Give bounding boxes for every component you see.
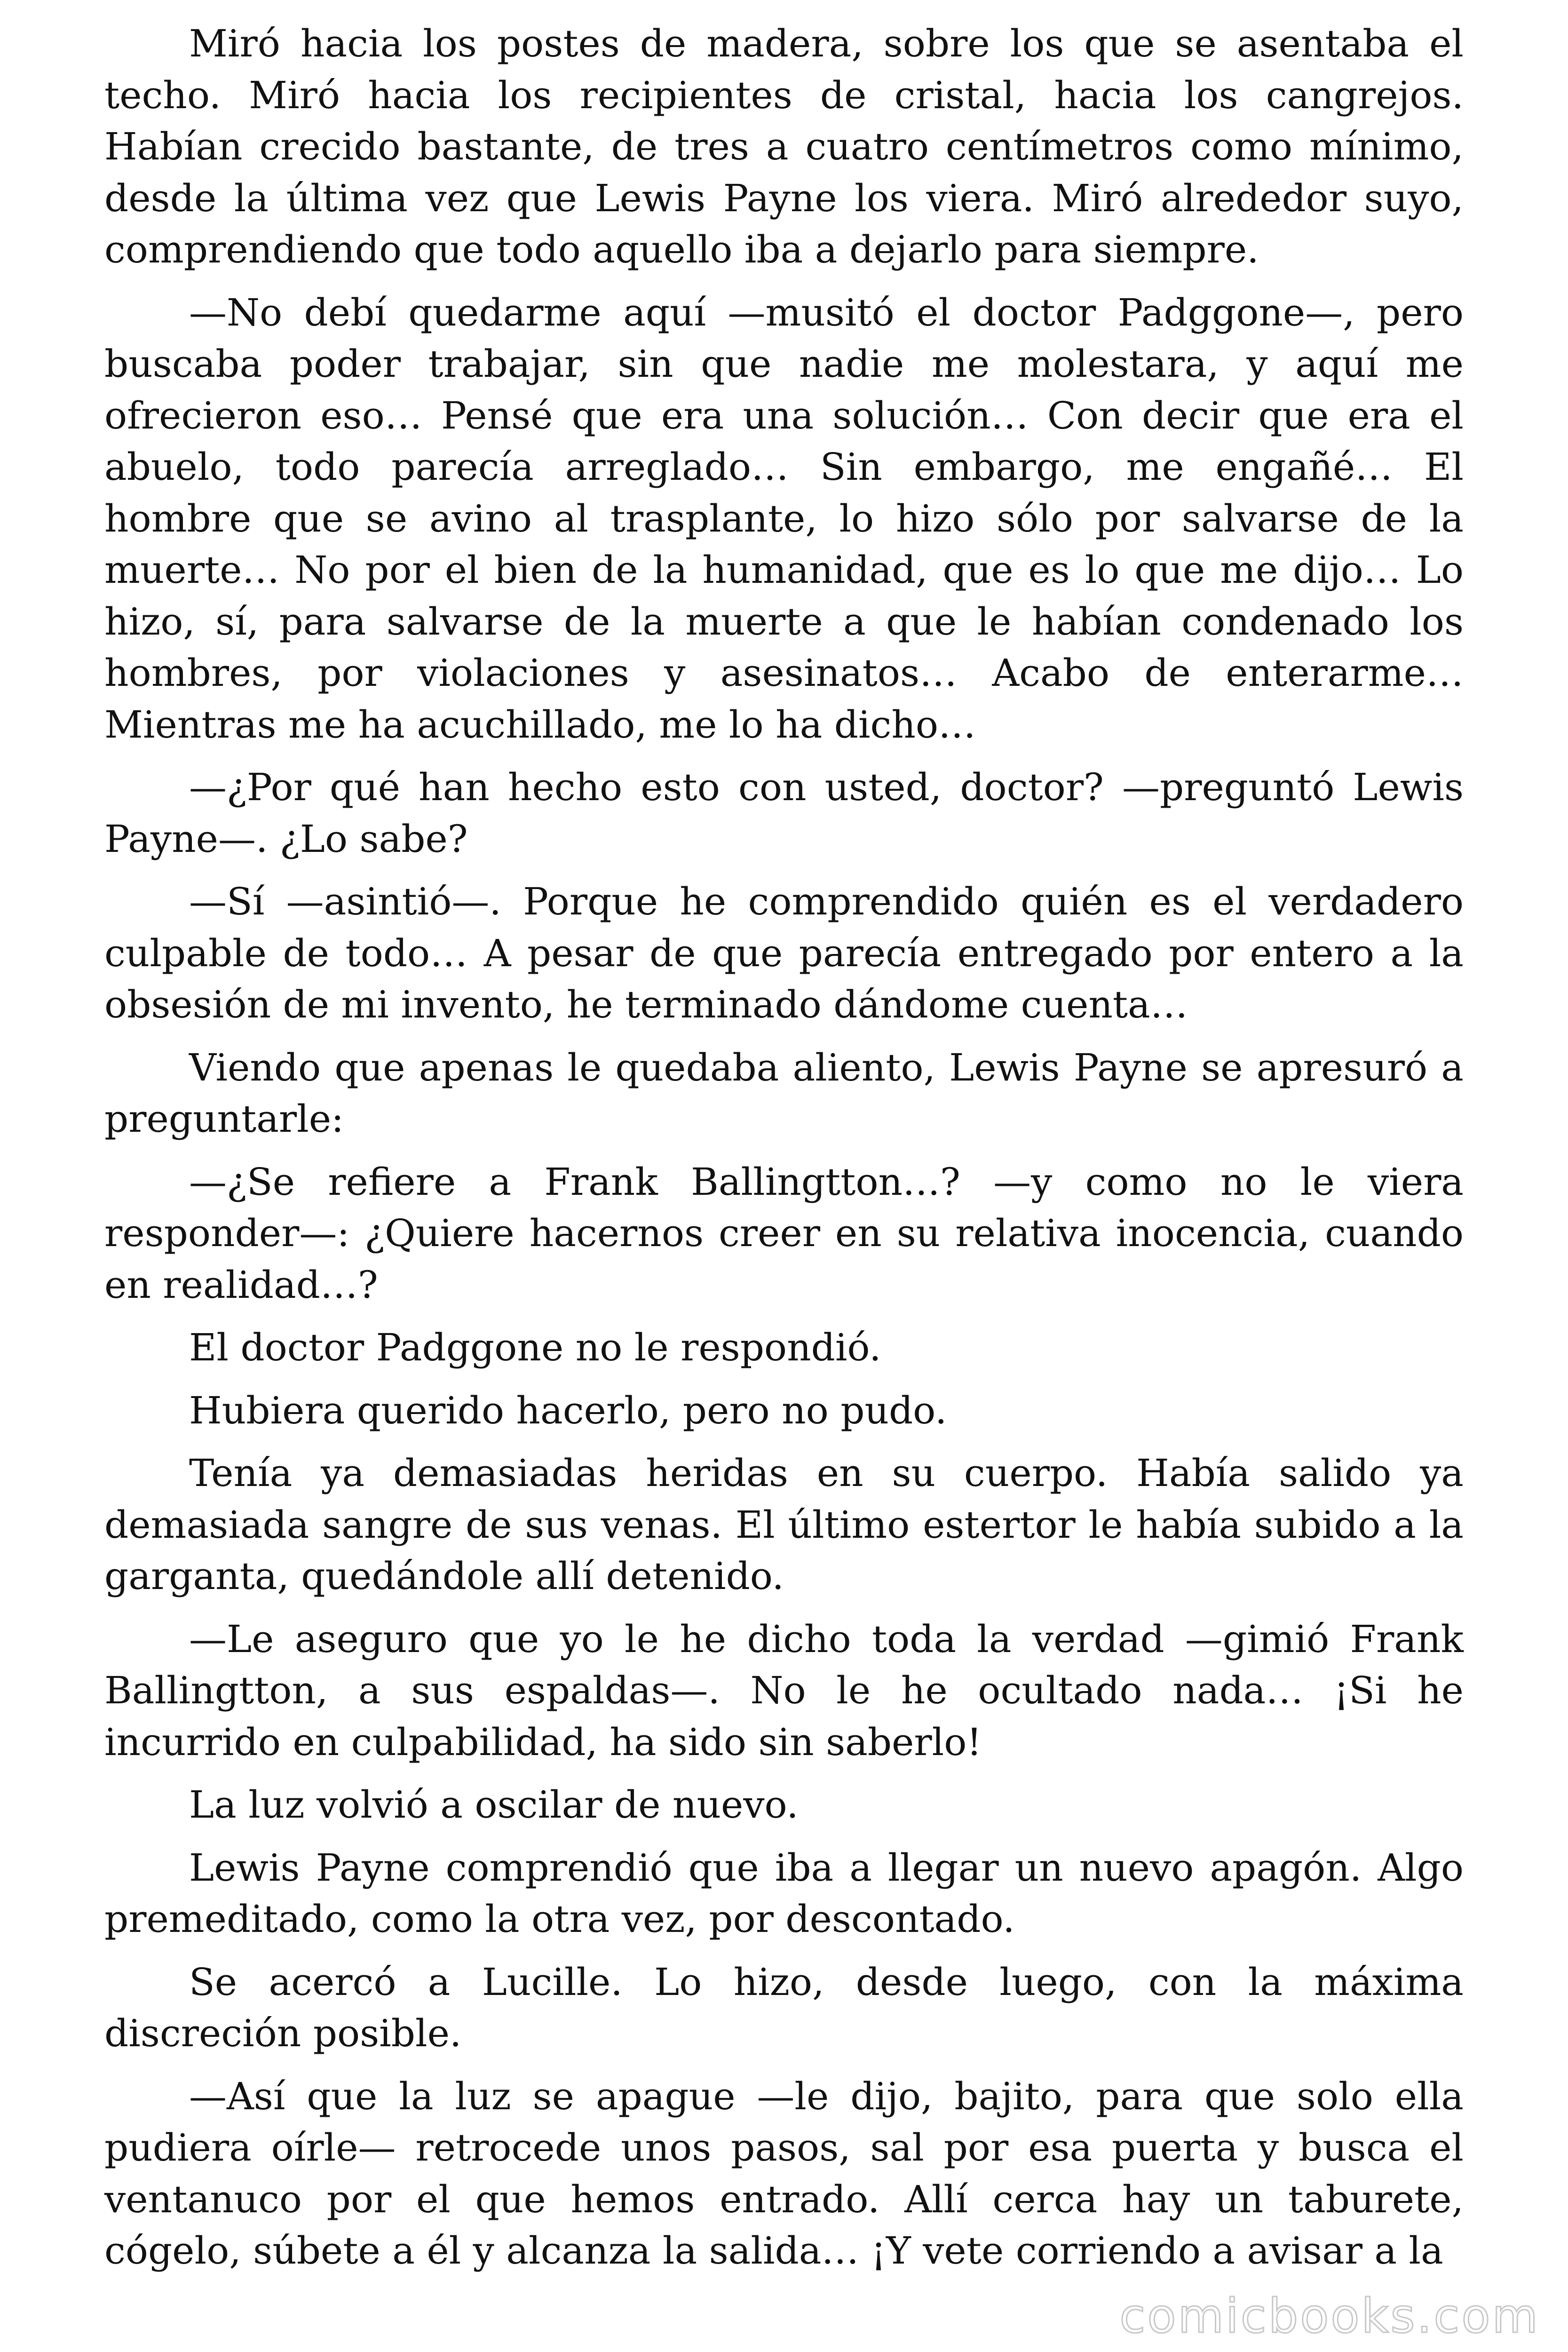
watermark: comicbooks.com — [1119, 2288, 1540, 2344]
paragraph: Tenía ya demasiadas heridas en su cuerpo. Había salido ya demasiada sangre de sus venas. El último estertor le había subido a la garganta, quedándole allí detenido. — [104, 1451, 1464, 1598]
paragraph: La luz volvió a oscilar de nuevo. — [189, 1783, 799, 1827]
paragraph: El doctor Padggone no le respondió. — [189, 1326, 881, 1369]
paragraph: —Le aseguro que yo le he dicho toda la verdad —gimió Frank Ballingtton, a sus espaldas—. No le he ocultado nada… ¡Si he incurrido en culpabilidad, ha sido sin saberlo! — [104, 1617, 1464, 1764]
paragraph: Lewis Payne comprendió que iba a llegar un nuevo apagón. Algo premeditado, como la otra vez, por descontado. — [104, 1845, 1464, 1941]
paragraph: Miró hacia los postes de madera, sobre los que se asentaba el techo. Miró hacia los recipientes de cristal, hacia los cangrejos. Habían crecido bastante, de tres a cuatro centímetros como mínimo, desde la última vez que Lewis Payne los viera. Miró alrededor suyo, comprendiendo que todo aquello iba a dejarlo para siempre. — [104, 22, 1464, 271]
paragraph: —Así que la luz se apague —le dijo, bajito, para que solo ella pudiera oírle— retrocede unos pasos, sal por esa puerta y busca el ventanuco por el que hemos entrado. Allí cerca hay un taburete, cógelo, súbete a él y alcanza la salida… ¡Y vete corriendo a avisar a la — [104, 2074, 1464, 2273]
paragraph: Viendo que apenas le quedaba aliento, Lewis Payne se apresuró a preguntarle: — [104, 1045, 1464, 1141]
paragraph: —¿Por qué han hecho esto con usted, doctor? —preguntó Lewis Payne—. ¿Lo sabe? — [104, 765, 1464, 861]
paragraph: —Sí —asintió—. Porque he comprendido quién es el verdadero culpable de todo… A pesar de que parecía entregado por entero a la obsesión de mi invento, he terminado dándome cuenta… — [104, 880, 1464, 1026]
page-text — [104, 18, 1464, 2288]
paragraph: —¿Se refiere a Frank Ballingtton…? —y como no le viera responder—: ¿Quiere hacernos creer en su relativa inocencia, cuando en realidad…? — [104, 1160, 1464, 1307]
paragraph: Hubiera querido hacerlo, pero no pudo. — [189, 1388, 947, 1432]
paragraph: —No debí quedarme aquí —musitó el doctor Padggone—, pero buscaba poder trabajar, sin que nadie me molestara, y aquí me ofrecieron eso… Pensé que era una solución… Con decir que era el abuelo, todo parecía arreglado… Sin embargo, me engañé… El hombre que se avino al trasplante, lo hizo sólo por salvarse de la muerte… No por el bien de la humanidad, que es lo que me dijo… Lo hizo, sí, para salvarse de la muerte a que le habían condenado los hombres, por violaciones y asesinatos… Acabo de enterarme… Mientras me ha acuchillado, me lo ha dicho… — [104, 290, 1464, 747]
paragraph: Se acercó a Lucille. Lo hizo, desde luego, con la máxima discreción posible. — [104, 1960, 1464, 2055]
